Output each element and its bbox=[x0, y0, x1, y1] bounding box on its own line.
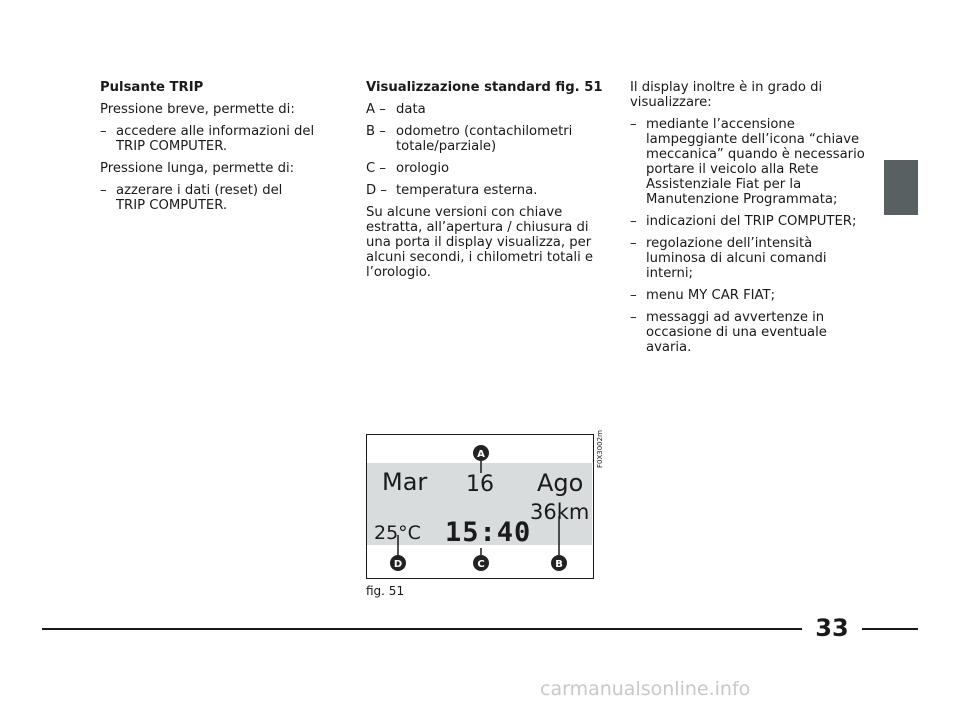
section-title-display: Visualizzazione standard fig. 51 bbox=[366, 80, 603, 95]
page-number: 33 bbox=[815, 614, 849, 642]
marker-a-label: A bbox=[477, 449, 485, 460]
watermark: carmanualsonline.info bbox=[540, 678, 751, 700]
display-figure bbox=[366, 434, 594, 579]
list-item: – messaggi ad avvertenze in occasione di una eventuale avaria. bbox=[630, 310, 827, 355]
body-paragraph: Su alcune versioni con chiave estratta, all’apertura / chiusura di una porta il display visualizza, per alcuni secondi, i chilometri totali e l’orologio. bbox=[366, 205, 594, 280]
list-item: D – temperatura esterna. bbox=[366, 183, 538, 198]
section-title-trip: Pulsante TRIP bbox=[100, 80, 204, 95]
display-illustration bbox=[367, 435, 592, 577]
list-item: A – data bbox=[366, 102, 426, 117]
temperature-text: 25°C bbox=[374, 522, 421, 544]
list-item: – menu MY CAR FIAT; bbox=[630, 288, 776, 303]
list-item: C – orologio bbox=[366, 161, 450, 176]
figure-code: F0X3002m bbox=[596, 430, 604, 468]
odometer-text: 36km bbox=[530, 500, 590, 524]
short-press-label: Pressione breve, permette di: bbox=[100, 102, 295, 117]
list-item: – regolazione dell’intensità luminosa di alcuni comandi interni; bbox=[630, 236, 827, 281]
month-text: Ago bbox=[537, 469, 584, 497]
list-item: B – odometro (contachilometri totale/parziale) bbox=[366, 124, 573, 154]
footer-rule-left bbox=[42, 628, 802, 630]
marker-d-label: D bbox=[393, 559, 403, 570]
list-item: – accedere alle informazioni del TRIP COMPUTER. bbox=[100, 124, 315, 154]
marker-c-label: C bbox=[477, 559, 485, 570]
intro-paragraph: Il display inoltre è in grado di visualizzare: bbox=[630, 80, 823, 110]
clock-text: 15:40 bbox=[445, 517, 532, 548]
list-item: – mediante l’accensione lampeggiante dell’icona “chiave meccanica” quando è necessario portare il veicolo alla Rete Assistenziale Fiat per la Manutenzione Programmata; bbox=[630, 117, 865, 207]
day-text: Mar bbox=[382, 468, 428, 496]
column-standard-display bbox=[366, 80, 604, 287]
figure-caption: fig. 51 bbox=[366, 584, 405, 598]
chapter-tab bbox=[884, 160, 918, 215]
long-press-label: Pressione lunga, permette di: bbox=[100, 161, 295, 176]
list-item: – azzerare i dati (reset) del TRIP COMPUTER. bbox=[100, 183, 283, 213]
date-text: 16 bbox=[466, 472, 494, 497]
marker-b-label: B bbox=[555, 559, 563, 570]
column-trip-button bbox=[100, 80, 315, 220]
column-display-features bbox=[630, 80, 865, 362]
list-item: – indicazioni del TRIP COMPUTER; bbox=[630, 214, 857, 229]
footer-rule-right bbox=[862, 628, 918, 630]
